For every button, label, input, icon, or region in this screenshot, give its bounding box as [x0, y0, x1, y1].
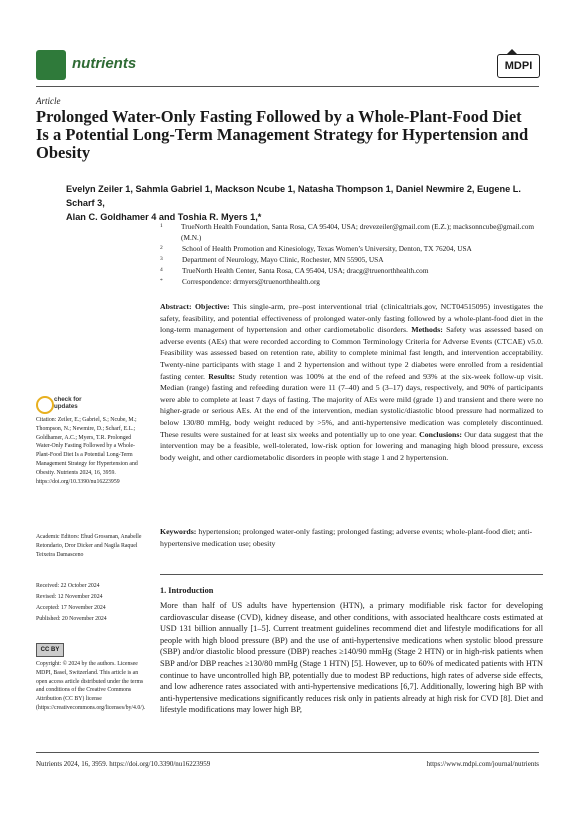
- authors-line-2: Alan C. Goldhamer 4 and Toshia R. Myers 1,*: [66, 212, 262, 222]
- academic-editors: Academic Editors: Ehud Grossman, Anabelle Retondario, Dror Dicker and Nagila Raquel Teixeira Damasceno: [36, 534, 142, 558]
- citation: Citation: Zeiler, E.; Gabriel, S.; Ncube, M.; Thompson, N.; Newmire, D.; Scharf, E.L.; Goldhamer, A.C.; Myers, T.R. Prolonged Water-Only Fasting Followed by a Whole-Plant-Food Diet Is a Potential Long-Term Management Strategy for Hypertension and Obesity. Nutrients 2024, 16, 3959. https://doi.org/10.3390/nu16223959: [36, 417, 138, 485]
- affiliation-item: 3 Department of Neurology, Mayo Clinic, Rochester, MN 55905, USA: [160, 255, 384, 264]
- methods-text: Safety was assessed based on adverse events (AEs) that were recorded according to Common Terminology Criteria for Adverse Events (CTCAE) v5.0. Feasibility was assessed based on retention rate, ability to complete minimal fast length, and intervention acceptability. Twenty-nine participants with stage 1 and 2 hypertension and without type 2 diabetes were enrolled from a residential fasting center.: [160, 325, 544, 381]
- results-label: Results:: [208, 371, 236, 381]
- section-heading: 1. Introduction: [160, 586, 214, 595]
- affiliation-item: 2 School of Health Promotion and Kinesiology, Texas Women’s University, Denton, TX 76204, USA: [160, 244, 472, 253]
- cc-license-badge: CC BY: [36, 643, 64, 657]
- affiliation-item: 1 TrueNorth Health Foundation, Santa Rosa, CA 95404, USA; drevezeiler@gmail.com (E.Z.); macksonncube@gmail.com (M.N.): [160, 222, 535, 242]
- correspondence: * Correspondence: drmyers@truenorthhealth.org: [160, 277, 320, 286]
- revised-date: Revised: 12 November 2024: [36, 594, 103, 600]
- methods-label: Methods:: [411, 325, 443, 335]
- conclusions-text: Our data suggest that the intervention may be a feasible, well-tolerated, low-risk option for lowering and managing high blood pressure, excess body weight, and other cardiometabolic disorders in people with stage 1 and 2 hypertension.: [160, 429, 543, 462]
- header-divider: [36, 86, 539, 87]
- abstract-label: Abstract:: [160, 302, 192, 311]
- abstract: [160, 301, 543, 463]
- authors-line-1: Evelyn Zeiler 1, Sahmla Gabriel 1, Mackson Ncube 1, Natasha Thompson 1, Daniel Newmire 2, Eugene L. Scharf 3,: [66, 184, 521, 208]
- check-for-updates-label[interactable]: check for updates: [54, 396, 82, 410]
- intro-paragraph: More than half of US adults have hypertension (HTN), a primary modifiable risk factor for developing cardiovascular disease (CVD), kidney disease, and other conditions, with associated healthcare costs estimated at USD 131 billion annually [1–5]. Current treatment guidelines recommend diet and lifestyle modifications for all people with high blood pressure (BP) and the use of anti-hypertensive medications when systolic blood pressure (SBP) and/or diastolic blood pressure (DBP) reaches ≥140/90 mmHg (Stage 2 HTN) or in high-risk patients when SBP and/or DBP reaches ≥130/80 mmHg (Stage 1 HTN) [5]. However, up to 60% of medicated patients with HTN continue to have uncontrolled high BP, potentially due to modest BP reductions, high rates of adverse side effects, and low adherence rates associated with anti-hypertensive medications [6,7]. Additionally, lowering high BP with anti-hypertensive medications significantly reduces risk only in patients already at high risk for CVD [8]. Diet and lifestyle modifications may lower high BP,: [160, 601, 543, 715]
- keywords-divider: [160, 574, 543, 575]
- article-title: Prolonged Water-Only Fasting Followed by a Whole-Plant-Food Diet Is a Potential Long-Term Management Strategy for Hypertension and Obesity: [36, 107, 529, 162]
- article-type: Article: [36, 96, 61, 106]
- affiliations: [160, 221, 540, 287]
- objective-text: This single-arm, pre–post interventional trial (clinicaltrials.gov, NCT04515095) investigates the safety, feasibility, and potential effectiveness of prolonged water-only fasting followed by a whole-plant-food diet in the long-term management of hypertension and other cardiometabolic disorders.: [160, 302, 544, 335]
- received-date: Received: 22 October 2024: [36, 583, 100, 589]
- footer-journal-link[interactable]: https://www.mdpi.com/journal/nutrients: [426, 760, 539, 768]
- keywords-label: Keywords:: [160, 527, 197, 536]
- journal-name: nutrients: [72, 55, 137, 72]
- affiliation-item: 4 TrueNorth Health Center, Santa Rosa, CA 95404, USA; dracg@truenorthhealth.com: [160, 266, 429, 275]
- footer-citation: Nutrients 2024, 16, 3959. https://doi.org/10.3390/nu16223959: [36, 760, 211, 768]
- footer-divider: [36, 752, 539, 753]
- keywords-text: hypertension; prolonged water-only fasting; prolonged fasting; adverse events; whole-plant-food diet; anti-hypertensive medication use; obesity: [160, 527, 533, 548]
- results-text: Study retention was 100% at the end of the refeed and 93% at the six-week follow-up visit. Median (range) fasting and refeeding duration were 11 (7–40) and 5 (3–17) days, respectively, and 90% of participants were able to complete at least 7 days of fasting. The majority of AEs were mild (grade 1) and transient and there were no higher-grade or serious AEs. At the end of the intervention, median systolic/diastolic blood pressure had normalized to below 130/80 mmHg, body weight reduced by >5%, and anti-hypertensive medication was completely discontinued. These results were sustained for at least six weeks and potentially up to one year.: [160, 371, 544, 439]
- publisher-logo-triangle-icon: [506, 49, 518, 55]
- publisher-logo-text: MDPI: [504, 60, 533, 72]
- accepted-date: Accepted: 17 November 2024: [36, 605, 106, 611]
- conclusions-label: Conclusions:: [419, 429, 463, 439]
- published-date: Published: 20 November 2024: [36, 616, 107, 622]
- copyright-notice: Copyright: © 2024 by the authors. Licensee MDPI, Basel, Switzerland. This article is an open access article distributed under the terms and conditions of the Creative Commons Attribution (CC BY) license (https://creativecommons.org/licenses/by/4.0/).: [36, 661, 146, 711]
- objective-label: Objective:: [194, 302, 230, 311]
- keywords: [160, 526, 543, 549]
- journal-logo-icon: [36, 50, 66, 80]
- author-list: [66, 182, 546, 224]
- check-for-updates-icon[interactable]: [36, 396, 54, 414]
- publisher-logo: [497, 54, 540, 78]
